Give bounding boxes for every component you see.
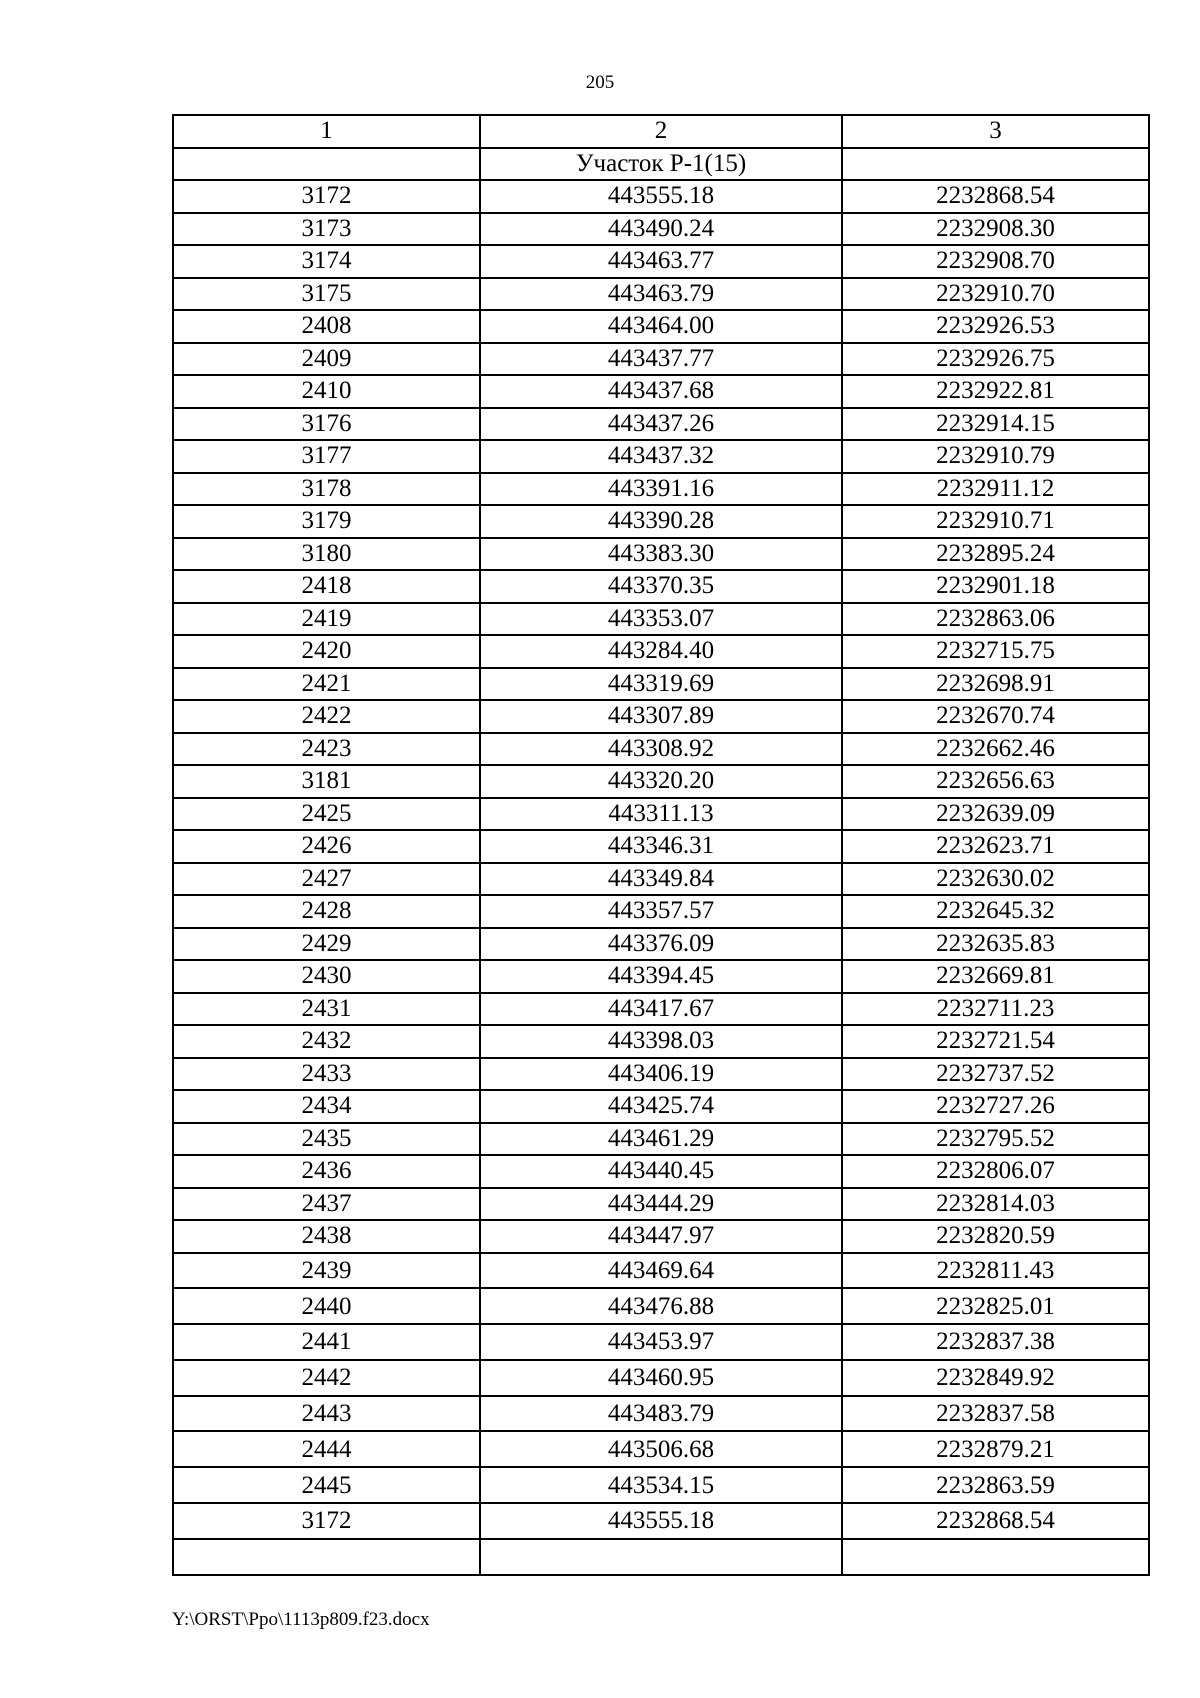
point-number-cell: 3180 bbox=[173, 538, 480, 571]
table-row bbox=[173, 343, 1149, 376]
y-coordinate-cell: 2232837.38 bbox=[842, 1324, 1149, 1360]
table-row bbox=[173, 1253, 1149, 1289]
x-coordinate-cell: 443349.84 bbox=[480, 863, 842, 896]
table-row bbox=[173, 830, 1149, 863]
point-number-cell: 2434 bbox=[173, 1090, 480, 1123]
point-number-cell: 2444 bbox=[173, 1431, 480, 1467]
x-coordinate-cell: 443398.03 bbox=[480, 1025, 842, 1058]
y-coordinate-cell: 2232737.52 bbox=[842, 1058, 1149, 1091]
x-coordinate-cell: 443311.13 bbox=[480, 798, 842, 831]
y-coordinate-cell: 2232795.52 bbox=[842, 1123, 1149, 1156]
x-coordinate-cell: 443453.97 bbox=[480, 1324, 842, 1360]
point-number-cell: 2438 bbox=[173, 1220, 480, 1253]
x-coordinate-cell: 443463.77 bbox=[480, 245, 842, 278]
page-number: 205 bbox=[585, 72, 615, 93]
x-coordinate-cell: 443284.40 bbox=[480, 635, 842, 668]
y-coordinate-cell: 2232806.07 bbox=[842, 1155, 1149, 1188]
x-coordinate-cell: 443357.57 bbox=[480, 895, 842, 928]
x-coordinate-cell: 443555.18 bbox=[480, 180, 842, 213]
y-coordinate-cell: 2232669.81 bbox=[842, 960, 1149, 993]
point-number-cell: 3172 bbox=[173, 180, 480, 213]
y-coordinate-cell: 2232901.18 bbox=[842, 570, 1149, 603]
section-title-empty-cell bbox=[842, 148, 1149, 181]
point-number-cell: 2420 bbox=[173, 635, 480, 668]
point-number-cell: 3181 bbox=[173, 765, 480, 798]
x-coordinate-cell: 443376.09 bbox=[480, 928, 842, 961]
point-number-cell: 2437 bbox=[173, 1188, 480, 1221]
y-coordinate-cell: 2232811.43 bbox=[842, 1253, 1149, 1289]
table-row bbox=[173, 1090, 1149, 1123]
x-coordinate-cell: 443308.92 bbox=[480, 733, 842, 766]
section-title-empty-cell bbox=[173, 148, 480, 181]
point-number-cell: 2443 bbox=[173, 1396, 480, 1432]
x-coordinate-cell: 443506.68 bbox=[480, 1431, 842, 1467]
x-coordinate-cell: 443383.30 bbox=[480, 538, 842, 571]
y-coordinate-cell: 2232879.21 bbox=[842, 1431, 1149, 1467]
table-row bbox=[173, 960, 1149, 993]
x-coordinate-cell: 443425.74 bbox=[480, 1090, 842, 1123]
point-number-cell: 2442 bbox=[173, 1360, 480, 1396]
point-number-cell: 2427 bbox=[173, 863, 480, 896]
point-number-cell: 2421 bbox=[173, 668, 480, 701]
table-row bbox=[173, 895, 1149, 928]
point-number-cell: 3176 bbox=[173, 408, 480, 441]
x-coordinate-cell: 443417.67 bbox=[480, 993, 842, 1026]
point-number-cell: 3172 bbox=[173, 1503, 480, 1539]
point-number-cell: 3173 bbox=[173, 213, 480, 246]
point-number-cell: 2439 bbox=[173, 1253, 480, 1289]
y-coordinate-cell: 2232908.30 bbox=[842, 213, 1149, 246]
point-number-cell: 3178 bbox=[173, 473, 480, 506]
y-coordinate-cell: 2232910.70 bbox=[842, 278, 1149, 311]
point-number-cell: 2430 bbox=[173, 960, 480, 993]
table-row bbox=[173, 1288, 1149, 1324]
table-row bbox=[173, 1396, 1149, 1432]
point-number-cell: 2436 bbox=[173, 1155, 480, 1188]
point-number-cell: 2440 bbox=[173, 1288, 480, 1324]
y-coordinate-cell: 2232926.75 bbox=[842, 343, 1149, 376]
point-number-cell: 2431 bbox=[173, 993, 480, 1026]
table-row bbox=[173, 1539, 1149, 1575]
x-coordinate-cell: 443320.20 bbox=[480, 765, 842, 798]
y-coordinate-cell: 2232639.09 bbox=[842, 798, 1149, 831]
y-coordinate-cell: 2232721.54 bbox=[842, 1025, 1149, 1058]
x-coordinate-cell: 443460.95 bbox=[480, 1360, 842, 1396]
y-coordinate-cell: 2232914.15 bbox=[842, 408, 1149, 441]
x-coordinate-cell: 443476.88 bbox=[480, 1288, 842, 1324]
y-coordinate-cell: 2232656.63 bbox=[842, 765, 1149, 798]
x-coordinate-cell: 443307.89 bbox=[480, 700, 842, 733]
point-number-cell: 2429 bbox=[173, 928, 480, 961]
table-row bbox=[173, 505, 1149, 538]
point-number-cell: 3175 bbox=[173, 278, 480, 311]
point-number-cell: 2419 bbox=[173, 603, 480, 636]
y-coordinate-cell: 2232868.54 bbox=[842, 1503, 1149, 1539]
x-coordinate-cell: 443394.45 bbox=[480, 960, 842, 993]
y-coordinate-cell: 2232711.23 bbox=[842, 993, 1149, 1026]
table-row bbox=[173, 440, 1149, 473]
table-row bbox=[173, 668, 1149, 701]
x-coordinate-cell: 443353.07 bbox=[480, 603, 842, 636]
table-row bbox=[173, 1220, 1149, 1253]
x-coordinate-cell: 443370.35 bbox=[480, 570, 842, 603]
table-body bbox=[173, 148, 1149, 1575]
y-coordinate-cell: 2232837.58 bbox=[842, 1396, 1149, 1432]
table-row bbox=[173, 798, 1149, 831]
x-coordinate-cell bbox=[480, 1539, 842, 1575]
y-coordinate-cell: 2232863.06 bbox=[842, 603, 1149, 636]
y-coordinate-cell: 2232926.53 bbox=[842, 310, 1149, 343]
y-coordinate-cell: 2232910.71 bbox=[842, 505, 1149, 538]
point-number-cell: 2408 bbox=[173, 310, 480, 343]
table-row bbox=[173, 213, 1149, 246]
table-row bbox=[173, 928, 1149, 961]
x-coordinate-cell: 443461.29 bbox=[480, 1123, 842, 1156]
table-row bbox=[173, 603, 1149, 636]
table-row bbox=[173, 408, 1149, 441]
column-header-3: 3 bbox=[842, 115, 1149, 148]
y-coordinate-cell: 2232715.75 bbox=[842, 635, 1149, 668]
y-coordinate-cell: 2232910.79 bbox=[842, 440, 1149, 473]
table-row bbox=[173, 538, 1149, 571]
y-coordinate-cell: 2232922.81 bbox=[842, 375, 1149, 408]
table-row bbox=[173, 635, 1149, 668]
table-row bbox=[173, 245, 1149, 278]
x-coordinate-cell: 443483.79 bbox=[480, 1396, 842, 1432]
y-coordinate-cell: 2232645.32 bbox=[842, 895, 1149, 928]
footer-file-path: Y:\ORST\Ppo\1113p809.f23.docx bbox=[172, 1609, 430, 1630]
point-number-cell bbox=[173, 1539, 480, 1575]
y-coordinate-cell: 2232727.26 bbox=[842, 1090, 1149, 1123]
y-coordinate-cell: 2232662.46 bbox=[842, 733, 1149, 766]
x-coordinate-cell: 443464.00 bbox=[480, 310, 842, 343]
x-coordinate-cell: 443440.45 bbox=[480, 1155, 842, 1188]
point-number-cell: 2432 bbox=[173, 1025, 480, 1058]
x-coordinate-cell: 443555.18 bbox=[480, 1503, 842, 1539]
x-coordinate-cell: 443437.26 bbox=[480, 408, 842, 441]
table-row bbox=[173, 1467, 1149, 1503]
point-number-cell: 3174 bbox=[173, 245, 480, 278]
table-row bbox=[173, 765, 1149, 798]
point-number-cell: 2418 bbox=[173, 570, 480, 603]
point-number-cell: 2433 bbox=[173, 1058, 480, 1091]
x-coordinate-cell: 443319.69 bbox=[480, 668, 842, 701]
y-coordinate-cell: 2232635.83 bbox=[842, 928, 1149, 961]
coordinates-table bbox=[172, 114, 1150, 1576]
table-header-row bbox=[173, 115, 1149, 148]
point-number-cell: 2425 bbox=[173, 798, 480, 831]
y-coordinate-cell: 2232630.02 bbox=[842, 863, 1149, 896]
table-row bbox=[173, 1431, 1149, 1467]
y-coordinate-cell: 2232825.01 bbox=[842, 1288, 1149, 1324]
point-number-cell: 2423 bbox=[173, 733, 480, 766]
table-row bbox=[173, 700, 1149, 733]
point-number-cell: 2441 bbox=[173, 1324, 480, 1360]
table-row bbox=[173, 1025, 1149, 1058]
column-header-1: 1 bbox=[173, 115, 480, 148]
x-coordinate-cell: 443469.64 bbox=[480, 1253, 842, 1289]
section-title: Участок Р-1(15) bbox=[480, 148, 842, 181]
y-coordinate-cell: 2232670.74 bbox=[842, 700, 1149, 733]
x-coordinate-cell: 443534.15 bbox=[480, 1467, 842, 1503]
x-coordinate-cell: 443463.79 bbox=[480, 278, 842, 311]
x-coordinate-cell: 443437.68 bbox=[480, 375, 842, 408]
y-coordinate-cell: 2232895.24 bbox=[842, 538, 1149, 571]
table-row bbox=[173, 1188, 1149, 1221]
x-coordinate-cell: 443390.28 bbox=[480, 505, 842, 538]
table-row bbox=[173, 1155, 1149, 1188]
y-coordinate-cell: 2232814.03 bbox=[842, 1188, 1149, 1221]
table-row bbox=[173, 1360, 1149, 1396]
y-coordinate-cell: 2232698.91 bbox=[842, 668, 1149, 701]
y-coordinate-cell: 2232849.92 bbox=[842, 1360, 1149, 1396]
table-row bbox=[173, 1123, 1149, 1156]
table-row bbox=[173, 1503, 1149, 1539]
point-number-cell: 3179 bbox=[173, 505, 480, 538]
point-number-cell: 2409 bbox=[173, 343, 480, 376]
x-coordinate-cell: 443490.24 bbox=[480, 213, 842, 246]
table-row bbox=[173, 570, 1149, 603]
table-row bbox=[173, 863, 1149, 896]
point-number-cell: 2428 bbox=[173, 895, 480, 928]
table-row bbox=[173, 1058, 1149, 1091]
point-number-cell: 2445 bbox=[173, 1467, 480, 1503]
table-row bbox=[173, 473, 1149, 506]
x-coordinate-cell: 443391.16 bbox=[480, 473, 842, 506]
point-number-cell: 2410 bbox=[173, 375, 480, 408]
table-row bbox=[173, 993, 1149, 1026]
x-coordinate-cell: 443437.32 bbox=[480, 440, 842, 473]
y-coordinate-cell: 2232908.70 bbox=[842, 245, 1149, 278]
point-number-cell: 2422 bbox=[173, 700, 480, 733]
y-coordinate-cell: 2232623.71 bbox=[842, 830, 1149, 863]
table-row bbox=[173, 278, 1149, 311]
point-number-cell: 3177 bbox=[173, 440, 480, 473]
y-coordinate-cell: 2232868.54 bbox=[842, 180, 1149, 213]
table-row bbox=[173, 375, 1149, 408]
x-coordinate-cell: 443444.29 bbox=[480, 1188, 842, 1221]
y-coordinate-cell: 2232911.12 bbox=[842, 473, 1149, 506]
x-coordinate-cell: 443437.77 bbox=[480, 343, 842, 376]
y-coordinate-cell: 2232863.59 bbox=[842, 1467, 1149, 1503]
y-coordinate-cell: 2232820.59 bbox=[842, 1220, 1149, 1253]
point-number-cell: 2435 bbox=[173, 1123, 480, 1156]
section-title-row bbox=[173, 148, 1149, 181]
point-number-cell: 2426 bbox=[173, 830, 480, 863]
column-header-2: 2 bbox=[480, 115, 842, 148]
x-coordinate-cell: 443346.31 bbox=[480, 830, 842, 863]
y-coordinate-cell bbox=[842, 1539, 1149, 1575]
table-row bbox=[173, 180, 1149, 213]
x-coordinate-cell: 443447.97 bbox=[480, 1220, 842, 1253]
table-row bbox=[173, 310, 1149, 343]
x-coordinate-cell: 443406.19 bbox=[480, 1058, 842, 1091]
table-row bbox=[173, 733, 1149, 766]
table-row bbox=[173, 1324, 1149, 1360]
